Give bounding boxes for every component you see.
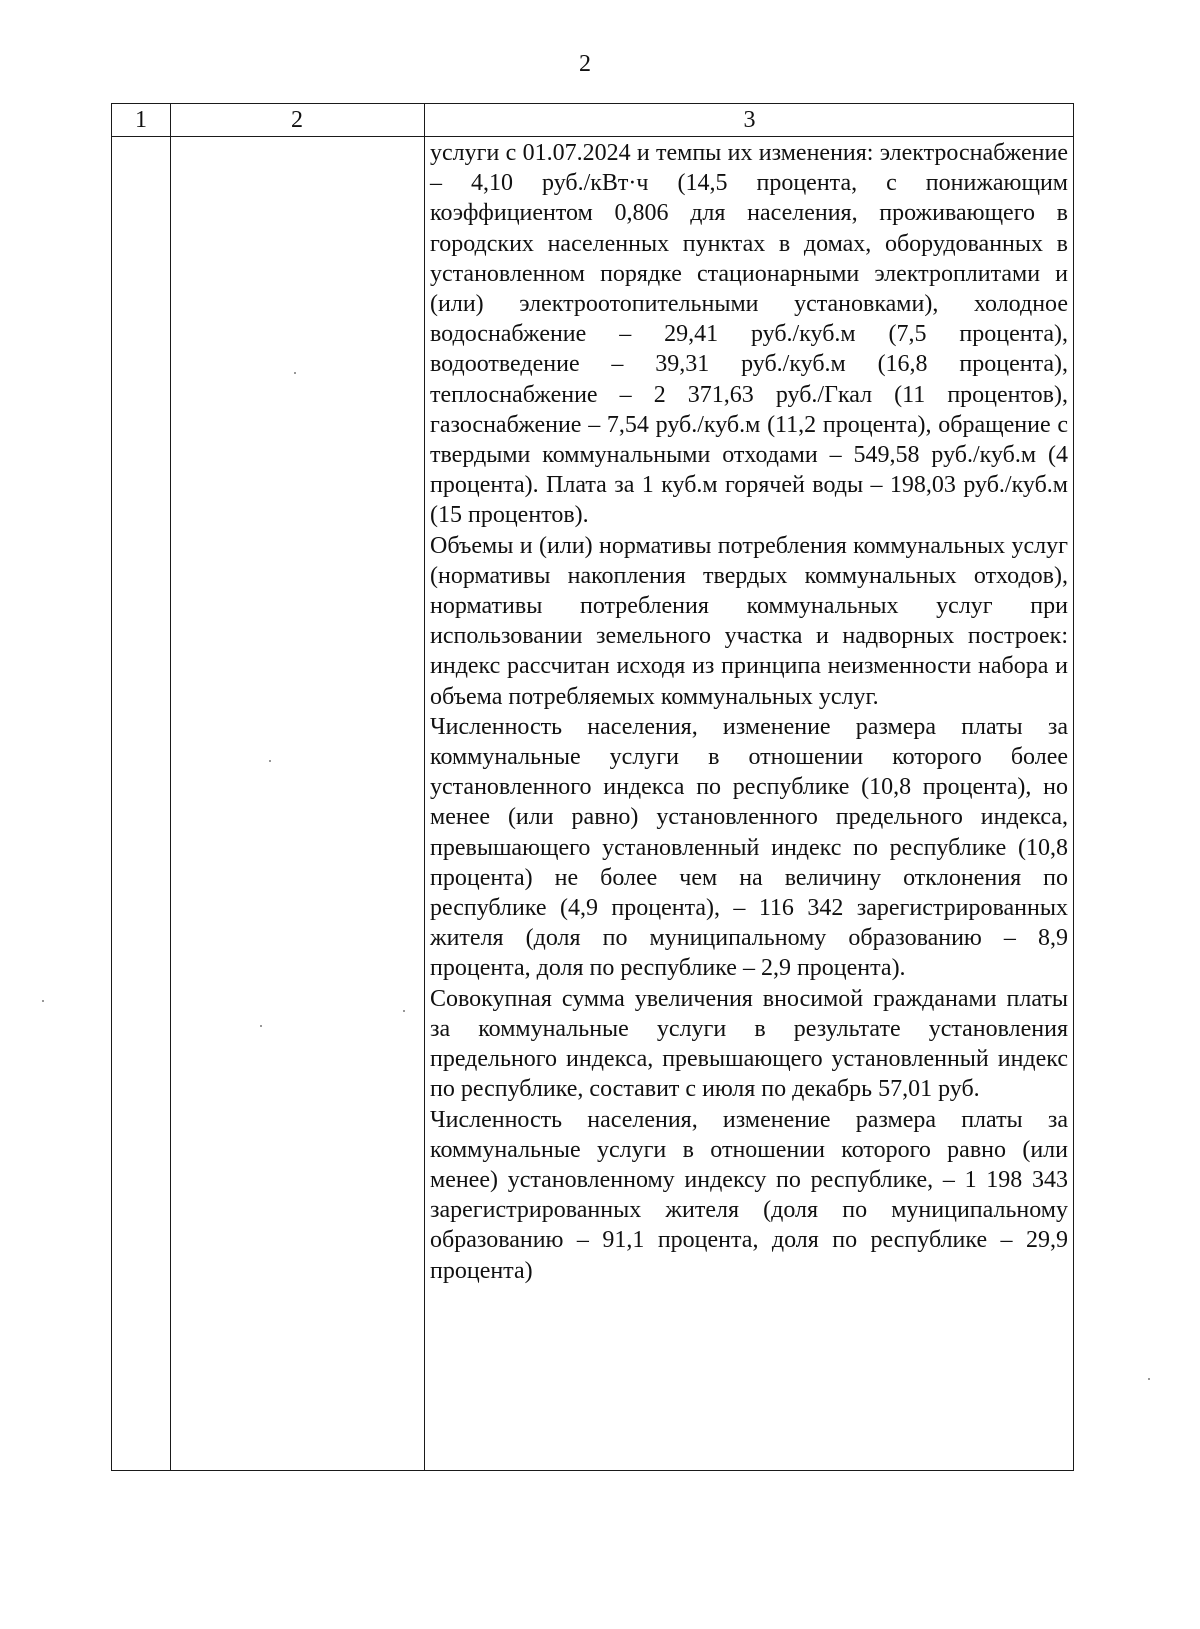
header-cell-2: 2 bbox=[291, 107, 303, 133]
scan-speck bbox=[294, 372, 296, 374]
column-3-content bbox=[430, 138, 1068, 1286]
header-cell-3: 3 bbox=[743, 107, 756, 133]
scan-speck bbox=[1148, 1378, 1150, 1380]
column-divider-1 bbox=[170, 104, 171, 1470]
scan-speck bbox=[42, 1000, 44, 1002]
header-cell-1: 1 bbox=[135, 107, 147, 133]
paragraph-volumes: Объемы и (или) нормативы потребления коммунальных услуг (нормативы накопления твердых коммунальных отходов), нормативы потребления коммунальных услуг при использовании земельного участка и надворных построек: индекс рассчитан исходя из принципа неизменности набора и объема потребляемых коммунальных услуг. bbox=[430, 532, 1068, 710]
paragraph-tariffs: услуги с 01.07.2024 и темпы их изменения: электроснабжение – 4,10 руб./кВт·ч (14,5 процента, с понижающим коэффициентом 0,806 для населения, проживающего в городских населенных пунктах в домах, оборудованных в установленном порядке стационарными электроплитами и (или) электроотопительными установками), холодное водоснабжение – 29,41 руб./куб.м (7,5 процента), водоотведение – 39,31 руб./куб.м (16,8 процента), теплоснабжение – 2 371,63 руб./Гкал (11 процентов), газоснабжение – 7,54 руб./куб.м (11,2 процента), обращение с твердыми коммунальными отходами – 549,58 руб./куб.м (4 процента). Плата за 1 куб.м горячей воды – 198,03 руб./куб.м (15 процентов). bbox=[430, 140, 1068, 529]
scan-speck bbox=[269, 760, 271, 762]
page-number: 2 bbox=[579, 51, 591, 77]
table-header-row bbox=[112, 104, 1073, 137]
scan-speck bbox=[260, 1025, 262, 1027]
paragraph-population-above-index: Численность населения, изменение размера платы за коммунальные услуги в отношении которого более установленного индекса по республике (10,8 процента), но менее (или равно) установленного предельного индекса, превышающего установленный индекс по республике (10,8 процента) не более чем на величину отклонения по республике (4,9 процента), – 116 342 зарегистрированных жителя (доля по муниципальному образованию – 8,9 процента, доля по республике – 2,9 процента). bbox=[430, 713, 1068, 982]
paragraph-total-increase: Совокупная сумма увеличения вносимой гражданами платы за коммунальные услуги в результате установления предельного индекса, превышающего установленный индекс по республике, составит с июля по декабрь 57,01 руб. bbox=[430, 985, 1068, 1103]
paragraph-population-within-index: Численность населения, изменение размера платы за коммунальные услуги в отношении которого равно (или менее) установленному индексу по республике, – 1 198 343 зарегистрированных жителя (доля по муниципальному образованию – 91,1 процента, доля по республике – 29,9 процента) bbox=[430, 1106, 1068, 1284]
scan-speck bbox=[403, 1010, 405, 1012]
column-divider-2 bbox=[424, 104, 425, 1470]
document-table bbox=[111, 103, 1074, 1471]
